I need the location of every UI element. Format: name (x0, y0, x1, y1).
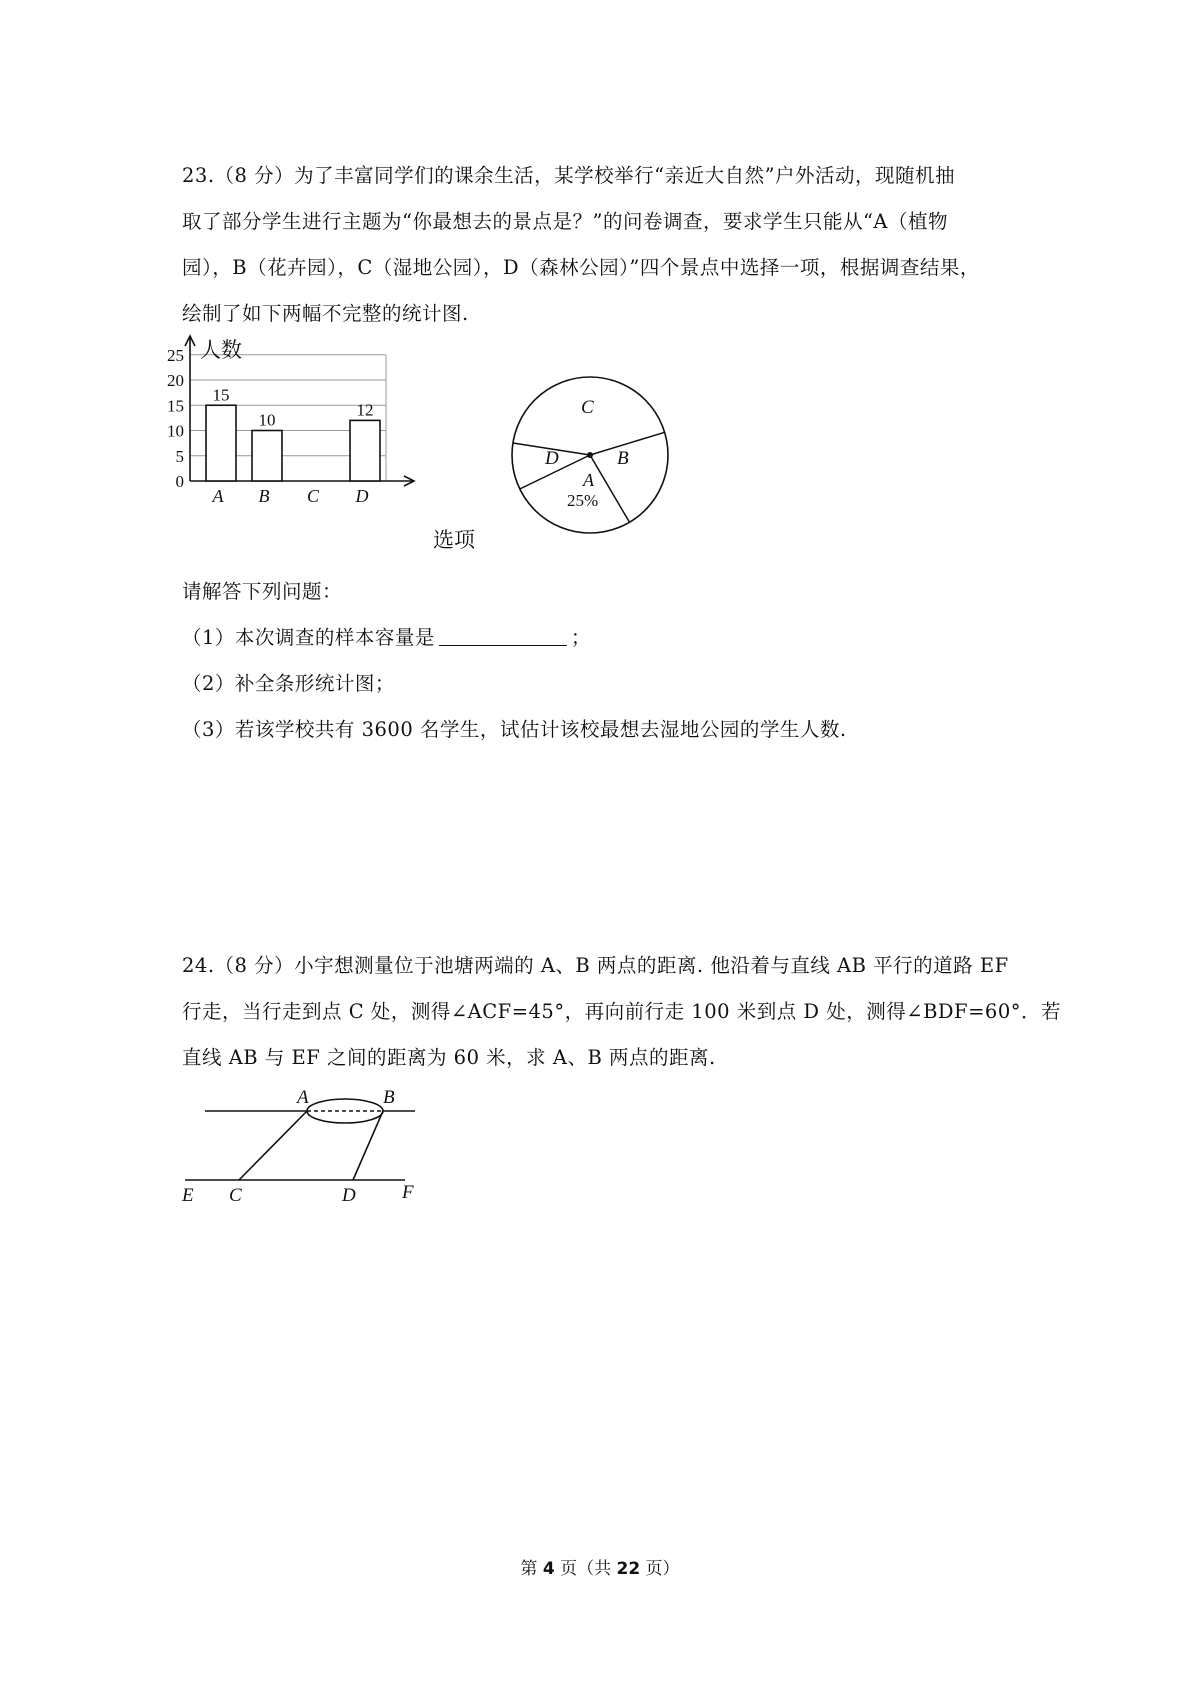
q23-line-3: 园），B（花卉园），C（湿地公园），D（森林公园）”四个景点中选择一项，根据调查结果， (182, 256, 980, 279)
q23-sub-2: （2）补全条形统计图； (182, 672, 395, 695)
q23-sub-1-text: （1）本次调查的样本容量是 (182, 626, 435, 649)
point-label-f: F (402, 1182, 414, 1203)
bar-b (252, 431, 282, 482)
q23-line-4: 绘制了如下两幅不完整的统计图. (182, 302, 469, 325)
footer-middle: 页（共 (554, 1559, 617, 1579)
y-tick-label: 25 (167, 345, 184, 365)
q23-sub-1-end: ； (570, 626, 591, 649)
pie-label-b: B (617, 448, 629, 469)
footer-page-number: 4 (542, 1559, 555, 1579)
pie-center (587, 452, 593, 458)
q23-line-2: 取了部分学生进行主题为“你最想去的景点是？”的问卷调查，要求学生只能从“A（植物 (182, 210, 948, 233)
bar-a (206, 405, 236, 481)
footer-suffix: 页） (640, 1559, 680, 1579)
pie-label-c: C (581, 397, 594, 418)
y-tick-label: 5 (175, 446, 184, 466)
page-footer (0, 1554, 1200, 1579)
point-label-a: A (297, 1087, 309, 1108)
bars (206, 385, 380, 481)
x-category-label: A (212, 486, 224, 506)
bar-value-label: 12 (356, 400, 374, 420)
x-category-label: C (306, 486, 320, 506)
bar-value-label: 15 (212, 385, 230, 405)
y-tick-label: 0 (175, 472, 184, 491)
bar-value-label: 10 (258, 410, 276, 430)
answer-blank[interactable] (439, 627, 567, 646)
q24-line-3: 直线 AB 与 EF 之间的距离为 60 米，求 A、B 两点的距离. (182, 1046, 716, 1069)
q24-line-2: 行走，当行走到点 C 处，测得∠ACF=45°，再向前行走 100 米到点 D 处，测得∠BDF=60°．若 (182, 1000, 1061, 1023)
pie-annotation-a-percent: 25% (567, 491, 599, 510)
q23-sub-1 (182, 622, 591, 650)
y-tick-label: 15 (167, 396, 184, 416)
point-label-b: B (383, 1087, 395, 1108)
q23-line-1: 23.（8 分）为了丰富同学们的课余生活，某学校举行“亲近大自然”户外活动，现随机抽 (182, 164, 956, 187)
pond-diagram (175, 1080, 435, 1205)
pie-chart (505, 370, 675, 540)
footer-total-pages: 22 (616, 1559, 641, 1579)
y-tick-label: 20 (167, 371, 184, 390)
pie-label-a: A (583, 470, 594, 490)
y-axis-label: 人数 (200, 338, 242, 362)
q24-line-1: 24.（8 分）小宇想测量位于池塘两端的 A、B 两点的距离. 他沿着与直线 AB 平行的道路 EF (182, 954, 1009, 977)
point-label-e: E (182, 1185, 194, 1206)
segment-ac (239, 1111, 307, 1180)
bar-d (350, 420, 380, 481)
x-category-labels (212, 486, 369, 506)
x-category-label: B (258, 486, 270, 506)
y-tick-labels (167, 346, 184, 491)
point-label-d: D (342, 1185, 356, 1206)
x-category-label: D (355, 486, 369, 506)
x-axis-label: 选项 (433, 528, 475, 552)
q23-sub-3: （3）若该学校共有 3600 名学生，试估计该校最想去湿地公园的学生人数. (182, 718, 847, 741)
bar-chart (160, 335, 480, 560)
point-label-c: C (229, 1185, 242, 1206)
pie-label-d: D (545, 448, 559, 469)
footer-prefix: 第 (520, 1559, 543, 1579)
q23-prompt: 请解答下列问题： (182, 580, 343, 603)
y-tick-label: 10 (167, 421, 184, 441)
